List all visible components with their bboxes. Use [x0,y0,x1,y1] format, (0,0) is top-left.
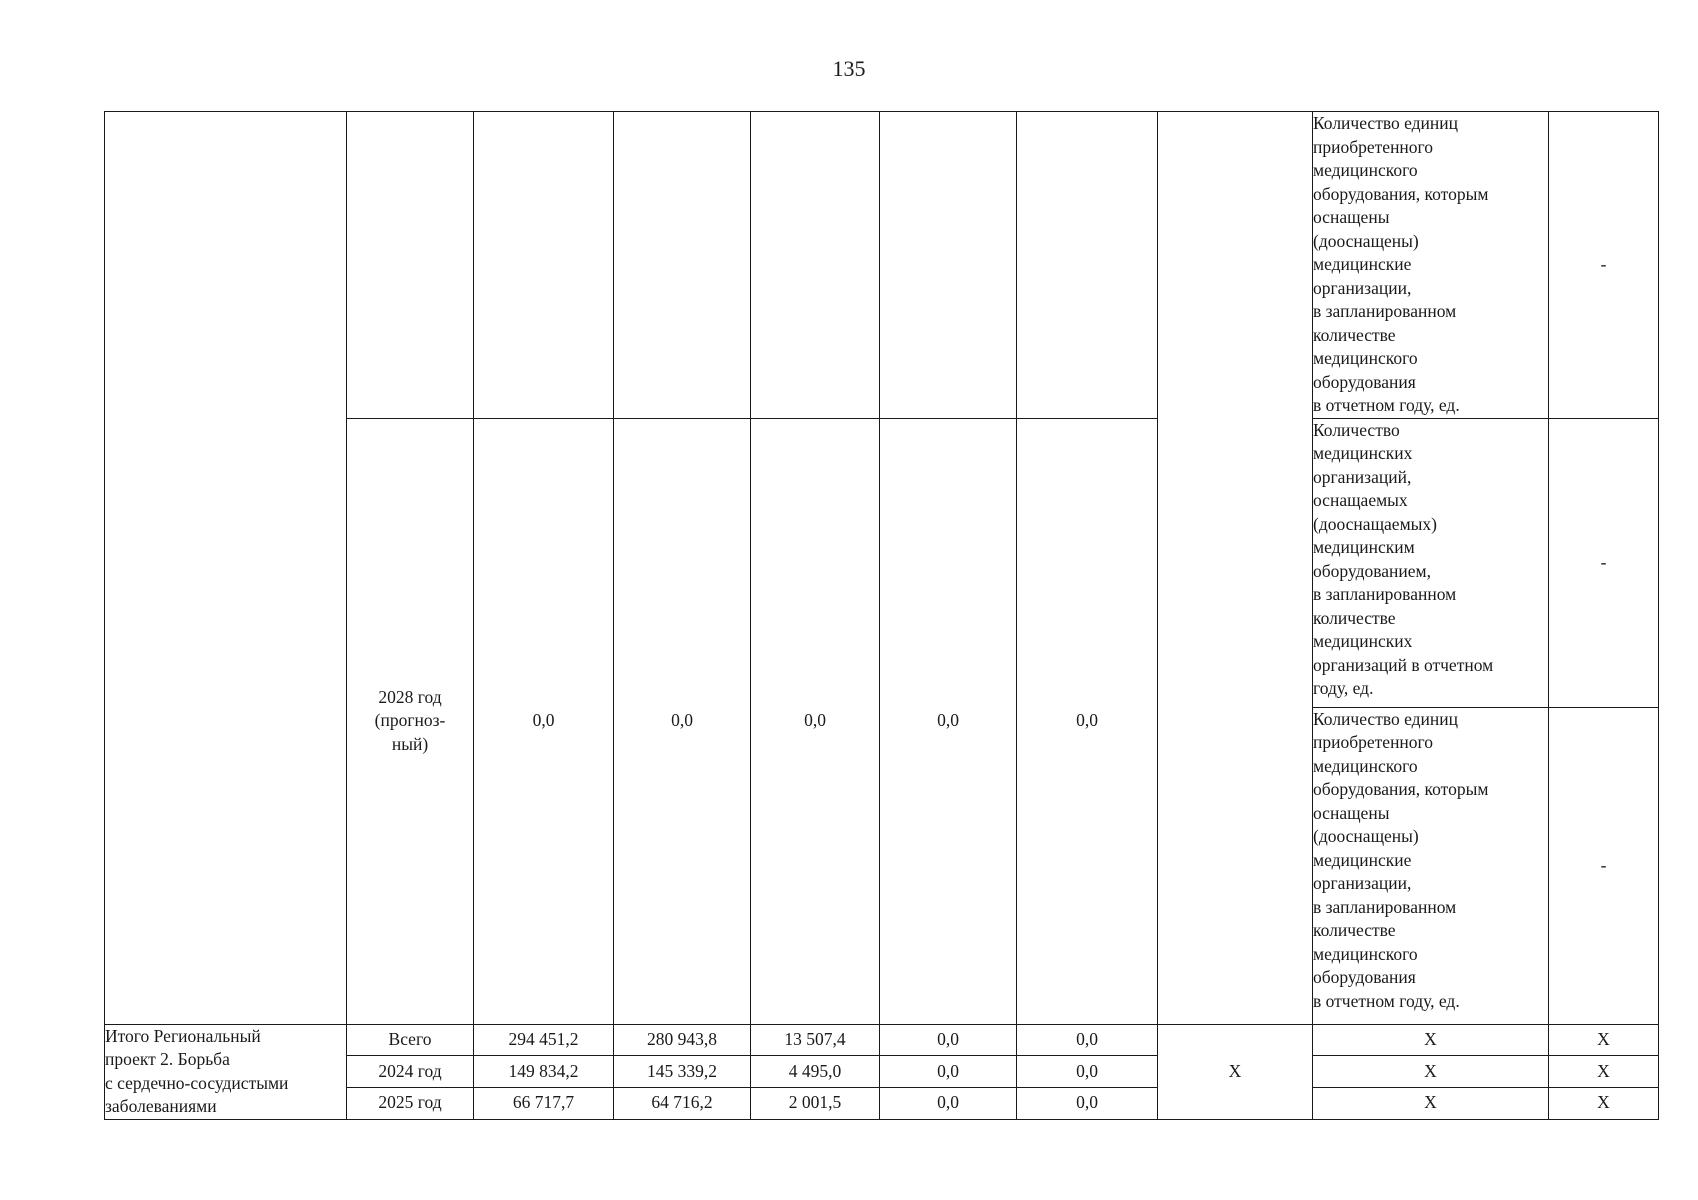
amount-cell: 0,0 [880,418,1017,1024]
indicator-value-cell: X [1549,1024,1659,1056]
indicator-line: организации, [1313,277,1412,298]
period-cell: 2024 год [347,1056,474,1088]
total-name-line: Итого Региональный [105,1025,261,1046]
indicator-cell [1313,112,1549,419]
indicator-line: приобретенного [1313,732,1434,752]
indicator-line: медицинского [1313,348,1418,368]
indicator-line: Количество [1313,419,1400,440]
result-cell: X [1158,1024,1313,1119]
amount-cell: 0,0 [880,1024,1017,1056]
indicator-line: оборудованием, [1313,560,1431,581]
amount-cell: 66 717,7 [474,1087,614,1119]
amount-cell: 0,0 [1017,1056,1158,1088]
financing-table [104,111,1659,1120]
period-line: 2028 год [378,686,442,707]
indicator-line: в запланированном [1313,301,1457,321]
amount-cell: 0,0 [1017,1087,1158,1119]
indicator-line: в запланированном [1313,584,1457,604]
amount-cell: 0,0 [880,1087,1017,1119]
project-name-cell [105,112,347,1025]
indicator-line: (дооснащены) [1313,230,1419,251]
indicator-line: медицинского [1313,755,1418,776]
indicator-line: медицинского [1313,943,1418,964]
amount-cell [880,112,1017,419]
amount-cell [614,112,751,419]
total-name-line: с сердечно-сосудистыми [105,1072,289,1093]
indicator-value-cell: - [1549,418,1659,707]
indicator-line: приобретенного [1313,136,1434,157]
indicator-line: медицинских [1313,443,1413,463]
indicator-cell: X [1313,1024,1549,1056]
period-cell [347,418,474,1024]
indicator-line: медицинские [1313,254,1412,274]
indicator-line: оборудования [1313,371,1416,392]
indicator-line: (дооснащаемых) [1313,513,1437,534]
indicator-line: в отчетном году, ед. [1313,990,1460,1011]
indicator-value-cell: - [1549,112,1659,419]
indicator-line: оснащены [1313,802,1390,823]
total-row [105,1024,1659,1056]
indicator-value-cell: - [1549,707,1659,1024]
amount-cell: 294 451,2 [474,1024,614,1056]
indicator-line: организаций, [1313,466,1412,487]
amount-cell [1017,112,1158,419]
period-cell: Всего [347,1024,474,1056]
amount-cell: 0,0 [751,418,880,1024]
amount-cell: 149 834,2 [474,1056,614,1088]
amount-cell [474,112,614,419]
indicator-line: количестве [1313,324,1396,345]
indicator-line: году, ед. [1313,678,1374,698]
amount-cell: 280 943,8 [614,1024,751,1056]
amount-cell: 145 339,2 [614,1056,751,1088]
amount-cell: 0,0 [1017,1024,1158,1056]
total-name-line: проект 2. Борьба [105,1049,230,1069]
total-project-name [105,1024,347,1119]
amount-cell: 2 001,5 [751,1087,880,1119]
indicator-cell: X [1313,1087,1549,1119]
amount-cell: 0,0 [474,418,614,1024]
indicator-line: медицинским [1313,537,1415,557]
amount-cell [751,112,880,419]
result-cell [1158,112,1313,1025]
indicator-line: медицинских [1313,631,1413,651]
indicator-line: оснащены [1313,207,1390,227]
indicator-line: медицинского [1313,160,1418,180]
amount-cell: 0,0 [880,1056,1017,1088]
indicator-line: в запланированном [1313,896,1457,917]
period-line: ный) [391,733,429,754]
page-number: 135 [832,56,866,81]
table-row [105,112,1659,419]
indicator-value-cell: X [1549,1056,1659,1088]
amount-cell: 4 495,0 [751,1056,880,1088]
indicator-line: организаций в отчетном [1313,654,1494,675]
indicator-cell [1313,418,1549,707]
indicator-line: в отчетном году, ед. [1313,395,1460,415]
period-cell [347,112,474,419]
period-line: (прогноз- [374,710,446,731]
indicator-line: организации, [1313,873,1412,893]
indicator-line: Количество единиц [1313,113,1459,133]
indicator-line: количестве [1313,920,1396,940]
indicator-line: оборудования, которым [1313,183,1489,204]
indicator-line: количестве [1313,607,1396,628]
period-cell: 2025 год [347,1087,474,1119]
amount-cell: 0,0 [614,418,751,1024]
indicator-line: (дооснащены) [1313,826,1419,846]
total-name-line: заболеваниями [105,1096,217,1116]
indicator-value-cell: X [1549,1087,1659,1119]
indicator-line: оборудования [1313,967,1416,987]
indicator-line: оборудования, которым [1313,779,1489,799]
indicator-line: оснащаемых [1313,490,1408,510]
amount-cell: 13 507,4 [751,1024,880,1056]
indicator-cell [1313,707,1549,1024]
indicator-cell: X [1313,1056,1549,1088]
indicator-line: медицинские [1313,849,1412,870]
indicator-line: Количество единиц [1313,708,1459,729]
amount-cell: 64 716,2 [614,1087,751,1119]
amount-cell: 0,0 [1017,418,1158,1024]
